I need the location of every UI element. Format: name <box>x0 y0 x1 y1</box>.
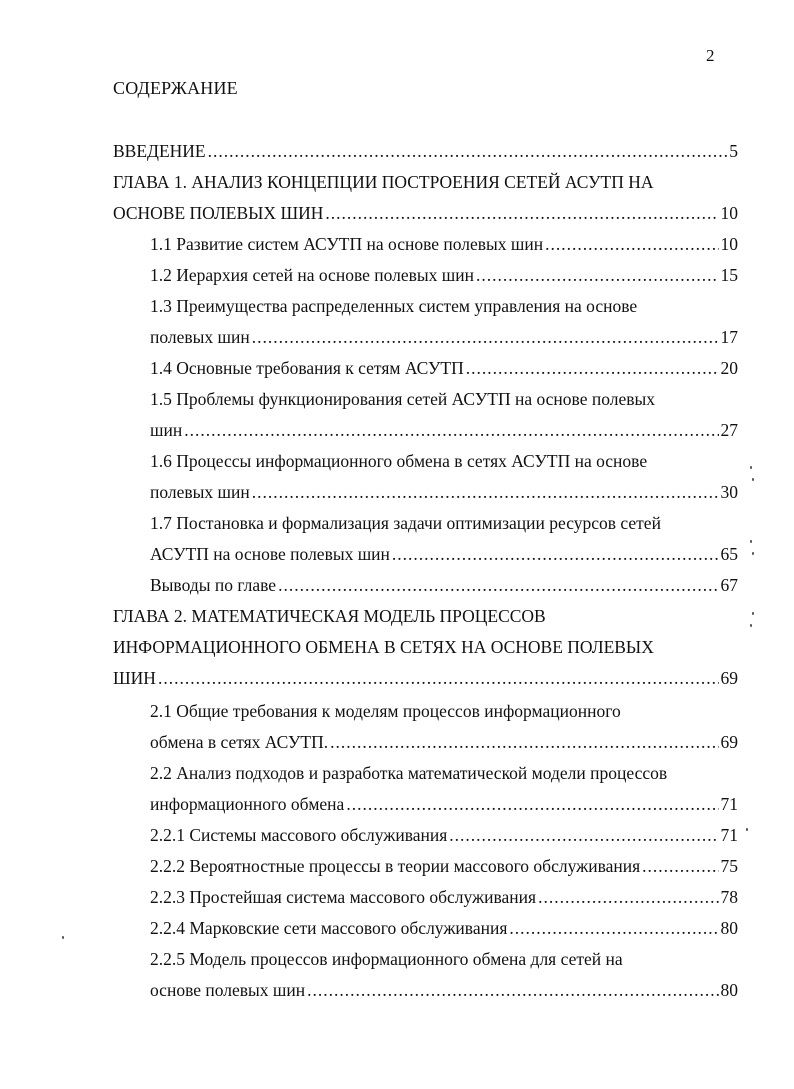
leader-dots <box>184 419 718 441</box>
toc-entry-2-1[interactable] <box>150 731 738 753</box>
toc-entry-1-conclusions[interactable] <box>150 574 738 596</box>
toc-entry-2-2-4[interactable] <box>150 917 738 939</box>
toc-entry-label: ШИН <box>113 668 156 688</box>
toc-entry-1-1[interactable] <box>150 233 738 255</box>
toc-entry-page: 5 <box>729 141 738 161</box>
toc-entry-label: Выводы по главе <box>150 575 277 595</box>
toc-entry-label: обмена в сетях АСУТП. <box>150 732 329 752</box>
leader-dots <box>252 481 719 503</box>
leader-dots <box>545 233 718 255</box>
toc-entry-1-6[interactable] <box>150 481 738 503</box>
toc-entry-2-2-3[interactable] <box>150 886 738 908</box>
toc-entry-2-2-line1[interactable] <box>150 762 667 784</box>
toc-entry-label: 1.2 Иерархия сетей на основе полевых шин <box>150 265 474 285</box>
toc-entry-page: 80 <box>720 980 738 1000</box>
toc-entry-label: 2.1 Общие требования к моделям процессов информационного <box>150 701 621 721</box>
toc-entry-label: информационного обмена <box>150 794 345 814</box>
toc-entry-2-2[interactable] <box>150 793 738 815</box>
leader-dots <box>208 140 728 162</box>
toc-entry-label: 2.2.1 Системы массового обслуживания <box>150 825 448 845</box>
leader-dots <box>476 264 719 286</box>
toc-entry-page: 10 <box>720 234 738 254</box>
toc-entry-2-2-1[interactable] <box>150 824 738 846</box>
toc-entry-intro[interactable] <box>113 140 738 162</box>
toc-chapter1-title-end[interactable] <box>113 202 738 224</box>
toc-chapter2-title-line2[interactable] <box>113 636 654 658</box>
leader-dots <box>158 667 719 689</box>
toc-entry-label: 1.5 Проблемы функционирования сетей АСУТП на основе полевых <box>150 389 655 409</box>
toc-entry-page: 69 <box>720 668 738 688</box>
toc-entry-2-1-line1[interactable] <box>150 700 621 722</box>
leader-dots <box>392 543 719 565</box>
toc-entry-label: ИНФОРМАЦИОННОГО ОБМЕНА В СЕТЯХ НА ОСНОВЕ ПОЛЕВЫХ <box>113 637 654 657</box>
toc-entry-label: 2.2.4 Марковские сети массового обслуживания <box>150 918 508 938</box>
toc-entry-label: ОСНОВЕ ПОЛЕВЫХ ШИН <box>113 203 324 223</box>
leader-dots <box>278 574 718 596</box>
toc-entry-label: полевых шин <box>150 327 250 347</box>
toc-entry-page: 67 <box>720 575 738 595</box>
toc-entry-label: 1.1 Развитие систем АСУТП на основе полевых шин <box>150 234 544 254</box>
toc-entry-2-2-5[interactable] <box>150 979 738 1001</box>
leader-dots <box>466 357 719 379</box>
toc-entry-label: 1.6 Процессы информационного обмена в сетях АСУТП на основе <box>150 451 648 471</box>
toc-entry-page: 15 <box>720 265 738 285</box>
leader-dots <box>509 917 718 939</box>
toc-entry-page: 80 <box>720 918 738 938</box>
toc-entry-page: 30 <box>720 482 738 502</box>
toc-entry-page: 71 <box>720 794 738 814</box>
toc-entry-label: АСУТП на основе полевых шин <box>150 544 390 564</box>
toc-entry-1-7-line1[interactable] <box>150 512 661 534</box>
toc-heading: СОДЕРЖАНИЕ <box>113 78 238 98</box>
toc-entry-page: 69 <box>720 732 738 752</box>
toc-chapter2-title[interactable] <box>113 605 546 627</box>
leader-dots <box>307 979 718 1001</box>
toc-entry-1-3[interactable] <box>150 326 738 348</box>
toc-entry-label: 2.2.3 Простейшая система массового обслуживания <box>150 887 537 907</box>
leader-dots <box>325 202 718 224</box>
toc-entry-1-6-line1[interactable] <box>150 450 647 472</box>
toc-entry-page: 78 <box>720 887 738 907</box>
toc-entry-1-2[interactable] <box>150 264 738 286</box>
toc-entry-page: 65 <box>720 544 738 564</box>
toc-entry-label: 1.3 Преимущества распределенных систем управления на основе <box>150 296 638 316</box>
page-number: 2 <box>706 46 715 65</box>
toc-entry-page: 10 <box>720 203 738 223</box>
toc-entry-1-3-line1[interactable] <box>150 295 637 317</box>
toc-chapter1-title[interactable] <box>113 171 654 193</box>
toc-entry-label: 2.2.5 Модель процессов информационного обмена для сетей на <box>150 949 623 969</box>
leader-dots <box>538 886 718 908</box>
toc-entry-page: 27 <box>720 420 738 440</box>
toc-entry-label: 2.2.2 Вероятностные процессы в теории массового обслуживания <box>150 856 641 876</box>
toc-entry-1-7[interactable] <box>150 543 738 565</box>
toc-chapter2-title-end[interactable] <box>113 667 738 689</box>
toc-entry-1-5[interactable] <box>150 419 738 441</box>
toc-entry-2-2-2[interactable] <box>150 855 738 877</box>
toc-entry-label: 1.4 Основные требования к сетям АСУТП <box>150 358 464 378</box>
toc-entry-label: ГЛАВА 2. МАТЕМАТИЧЕСКАЯ МОДЕЛЬ ПРОЦЕССОВ <box>113 606 546 626</box>
toc-entry-label: 1.7 Постановка и формализация задачи оптимизации ресурсов сетей <box>150 513 661 533</box>
toc-entry-label: 2.2 Анализ подходов и разработка математической модели процессов <box>150 763 668 783</box>
toc-entry-1-5-line1[interactable] <box>150 388 655 410</box>
toc-entry-page: 71 <box>720 825 738 845</box>
toc-entry-page: 75 <box>720 856 738 876</box>
toc-entry-label: ВВЕДЕНИЕ <box>113 141 206 161</box>
leader-dots <box>346 793 718 815</box>
leader-dots <box>642 855 718 877</box>
toc-entry-label: шин <box>150 420 183 440</box>
toc-entry-label: ГЛАВА 1. АНАЛИЗ КОНЦЕПЦИИ ПОСТРОЕНИЯ СЕТЕЙ АСУТП НА <box>113 172 654 192</box>
toc-entry-label: основе полевых шин <box>150 980 306 1000</box>
toc-entry-page: 17 <box>720 327 738 347</box>
toc-entry-2-2-5-line1[interactable] <box>150 948 623 970</box>
leader-dots <box>449 824 718 846</box>
leader-dots <box>330 731 718 753</box>
toc-entry-page: 20 <box>720 358 738 378</box>
toc-entry-label: полевых шин <box>150 482 250 502</box>
leader-dots <box>252 326 719 348</box>
toc-entry-1-4[interactable] <box>150 357 738 379</box>
